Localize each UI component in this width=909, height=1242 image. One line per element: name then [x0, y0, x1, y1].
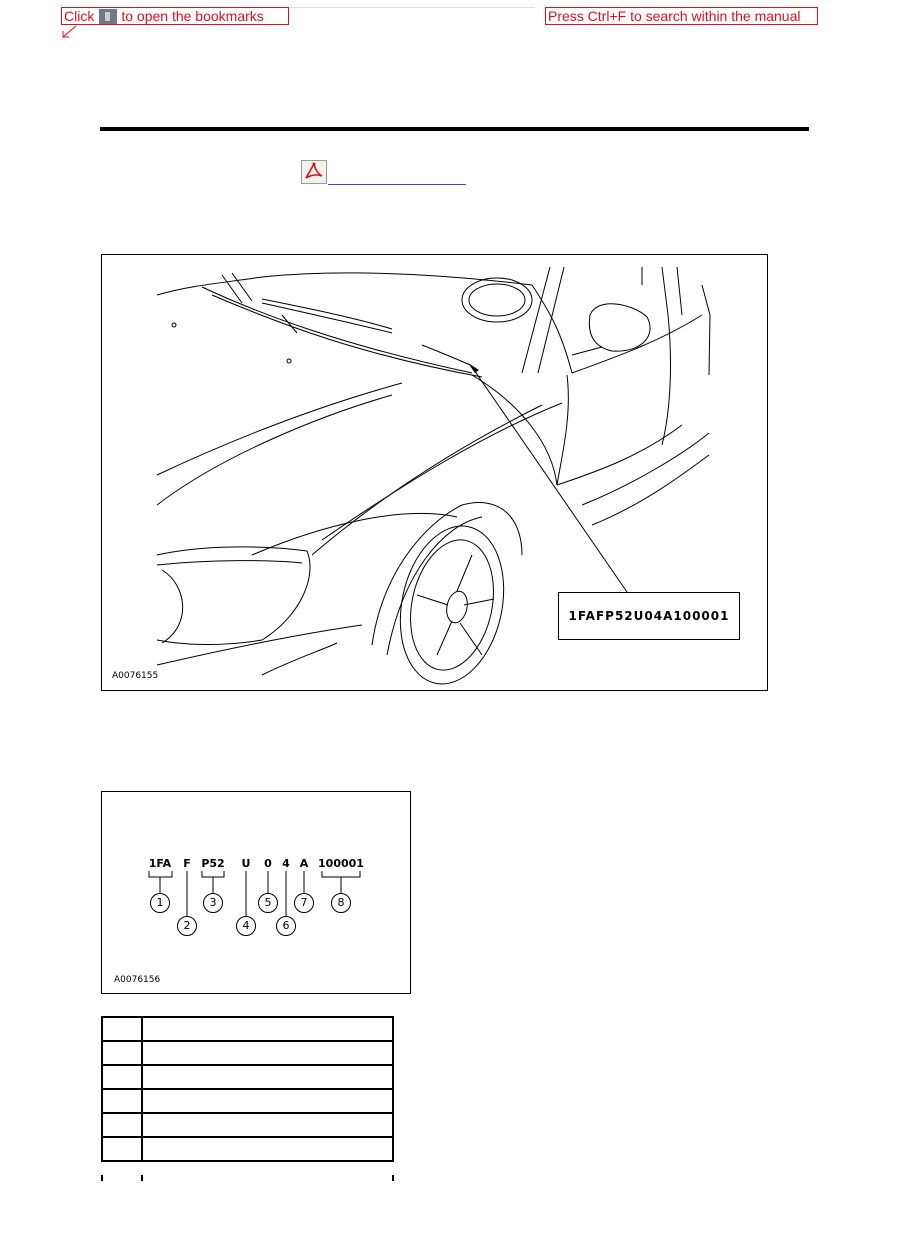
- table-cell-description: [142, 1089, 393, 1113]
- table-row: [102, 1041, 393, 1065]
- table-cell-number: [102, 1041, 142, 1065]
- table-cell-number: [102, 1089, 142, 1113]
- table-cell-number: [102, 1065, 142, 1089]
- pdf-icon[interactable]: [301, 160, 327, 184]
- vin-segment: 100001: [318, 857, 364, 870]
- vin-breakdown-lines: [102, 792, 411, 994]
- search-manual-hint[interactable]: Press Ctrl+F to search within the manual: [545, 7, 818, 25]
- vin-breakdown-figure: [101, 791, 411, 994]
- table-cell-description: [142, 1113, 393, 1137]
- figure2-code: A0076156: [114, 975, 161, 985]
- vin-segment: 1FA: [148, 857, 172, 870]
- table-row: [102, 1017, 393, 1041]
- vin-segment: 0: [264, 857, 272, 870]
- callout-6: 6: [276, 916, 296, 936]
- section-rule: [100, 127, 809, 131]
- open-bookmarks-link[interactable]: [61, 7, 289, 25]
- vin-segment: F: [183, 857, 191, 870]
- pointer-arrow-icon: [60, 24, 80, 40]
- vin-label: 1FAFP52U04A100001: [558, 592, 740, 640]
- top-divider: [290, 7, 535, 8]
- bookmark-icon: [99, 9, 117, 24]
- figure1-code: A0076155: [112, 671, 159, 681]
- table-cell-number: [102, 1017, 142, 1041]
- table-row: [102, 1113, 393, 1137]
- bookmarks-text-after: to open the bookmarks: [121, 8, 264, 24]
- callout-4: 4: [236, 916, 256, 936]
- table-continuation: [101, 1175, 394, 1181]
- vin-segment: U: [241, 857, 251, 870]
- callout-2: 2: [177, 916, 197, 936]
- table-cell-description: [142, 1137, 393, 1161]
- vehicle-vin-location-figure: [101, 254, 768, 691]
- callout-5: 5: [258, 893, 278, 913]
- table-cell-description: [142, 1065, 393, 1089]
- vin-segment: P52: [201, 857, 225, 870]
- bookmarks-text-before: Click: [64, 8, 95, 24]
- vin-segment: A: [299, 857, 309, 870]
- table-cell-description: [142, 1017, 393, 1041]
- table-cell-number: [102, 1113, 142, 1137]
- table-row: [102, 1089, 393, 1113]
- callout-7: 7: [294, 893, 314, 913]
- table-row: [102, 1065, 393, 1089]
- callout-1: 1: [150, 893, 170, 913]
- vin-segment: 4: [282, 857, 290, 870]
- table-row: [102, 1137, 393, 1161]
- table-cell-number: [102, 1137, 142, 1161]
- table-cell-description: [142, 1041, 393, 1065]
- callout-3: 3: [203, 893, 223, 913]
- callout-8: 8: [331, 893, 351, 913]
- vin-legend-table: [101, 1016, 394, 1162]
- pdf-link[interactable]: [328, 184, 466, 185]
